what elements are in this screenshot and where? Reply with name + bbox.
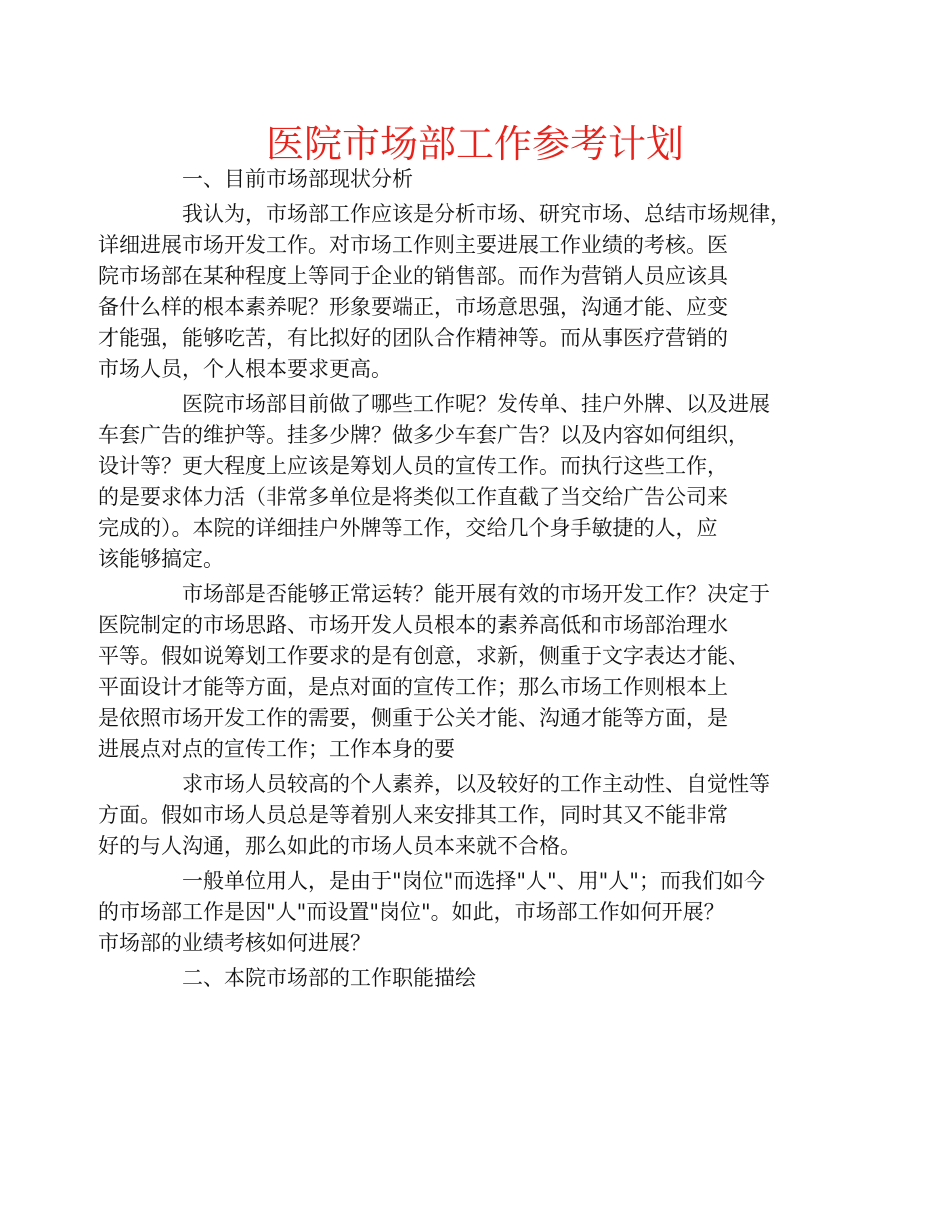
paragraph-5	[98, 866, 820, 959]
paragraph-line: 才能强，能够吃苦，有比拟好的团队合作精神等。而从事医疗营销的	[98, 326, 728, 350]
paragraph-line: 平面设计才能等方面，是点对面的宣传工作；那么市场工作则根本上	[98, 675, 728, 699]
paragraph-line: 一般单位用人，是由于"岗位"而选择"人"、用"人"；而我们如今	[182, 869, 765, 893]
paragraph-1	[98, 199, 820, 385]
paragraph-line: 好的与人沟通，那么如此的市场人员本来就不合格。	[98, 834, 581, 858]
paragraph-line: 医院制定的市场思路、市场开发人员根本的素养高低和市场部治理水	[98, 613, 728, 637]
paragraph-line: 医院市场部目前做了哪些工作呢？发传单、挂户外牌、以及进展	[182, 392, 770, 416]
document-body	[98, 164, 820, 994]
paragraph-line: 方面。假如市场人员总是等着别人来安排其工作，同时其又不能非常	[98, 803, 728, 827]
paragraph-line: 的市场部工作是因"人"而设置"岗位"。如此，市场部工作如何开展？	[98, 900, 725, 924]
paragraph-line: 是依照市场开发工作的需要，侧重于公关才能、沟通才能等方面，是	[98, 706, 728, 730]
document-title: 医院市场部工作参考计划	[265, 122, 684, 166]
paragraph-line: 市场部是否能够正常运转？能开展有效的市场开发工作？决定于	[182, 582, 770, 606]
section-heading-1: 一、目前市场部现状分析	[182, 167, 413, 191]
paragraph-line: 市场人员，个人根本要求更高。	[98, 357, 392, 381]
paragraph-line: 设计等？更大程度上应该是筹划人员的宣传工作。而执行这些工作，	[98, 454, 728, 478]
paragraph-line: 详细进展市场开发工作。对市场工作则主要进展工作业绩的考核。医	[98, 233, 728, 257]
paragraph-line: 平等。假如说筹划工作要求的是有创意，求新，侧重于文字表达才能、	[98, 644, 749, 668]
paragraph-line: 车套广告的维护等。挂多少牌？做多少车套广告？以及内容如何组织，	[98, 423, 749, 447]
paragraph-line: 该能够搞定。	[98, 547, 224, 571]
paragraph-line: 求市场人员较高的个人素养，以及较好的工作主动性、自觉性等	[182, 772, 770, 796]
paragraph-line: 进展点对点的宣传工作；工作本身的要	[98, 737, 455, 761]
paragraph-line: 我认为，市场部工作应该是分析市场、研究市场、总结市场规律，	[182, 202, 791, 226]
section-heading-2: 二、本院市场部的工作职能描绘	[182, 966, 476, 990]
paragraph-4	[98, 769, 820, 862]
paragraph-line: 院市场部在某种程度上等同于企业的销售部。而作为营销人员应该具	[98, 264, 728, 288]
paragraph-3	[98, 579, 820, 765]
paragraph-line: 的是要求体力活（非常多单位是将类似工作直截了当交给广告公司来	[98, 485, 728, 509]
paragraph-line: 备什么样的根本素养呢？形象要端正，市场意思强，沟通才能、应变	[98, 295, 728, 319]
paragraph-line: 市场部的业绩考核如何进展？	[98, 931, 371, 955]
paragraph-2	[98, 389, 820, 575]
paragraph-line: 完成的）。本院的详细挂户外牌等工作，交给几个身手敏捷的人，应	[98, 516, 718, 540]
